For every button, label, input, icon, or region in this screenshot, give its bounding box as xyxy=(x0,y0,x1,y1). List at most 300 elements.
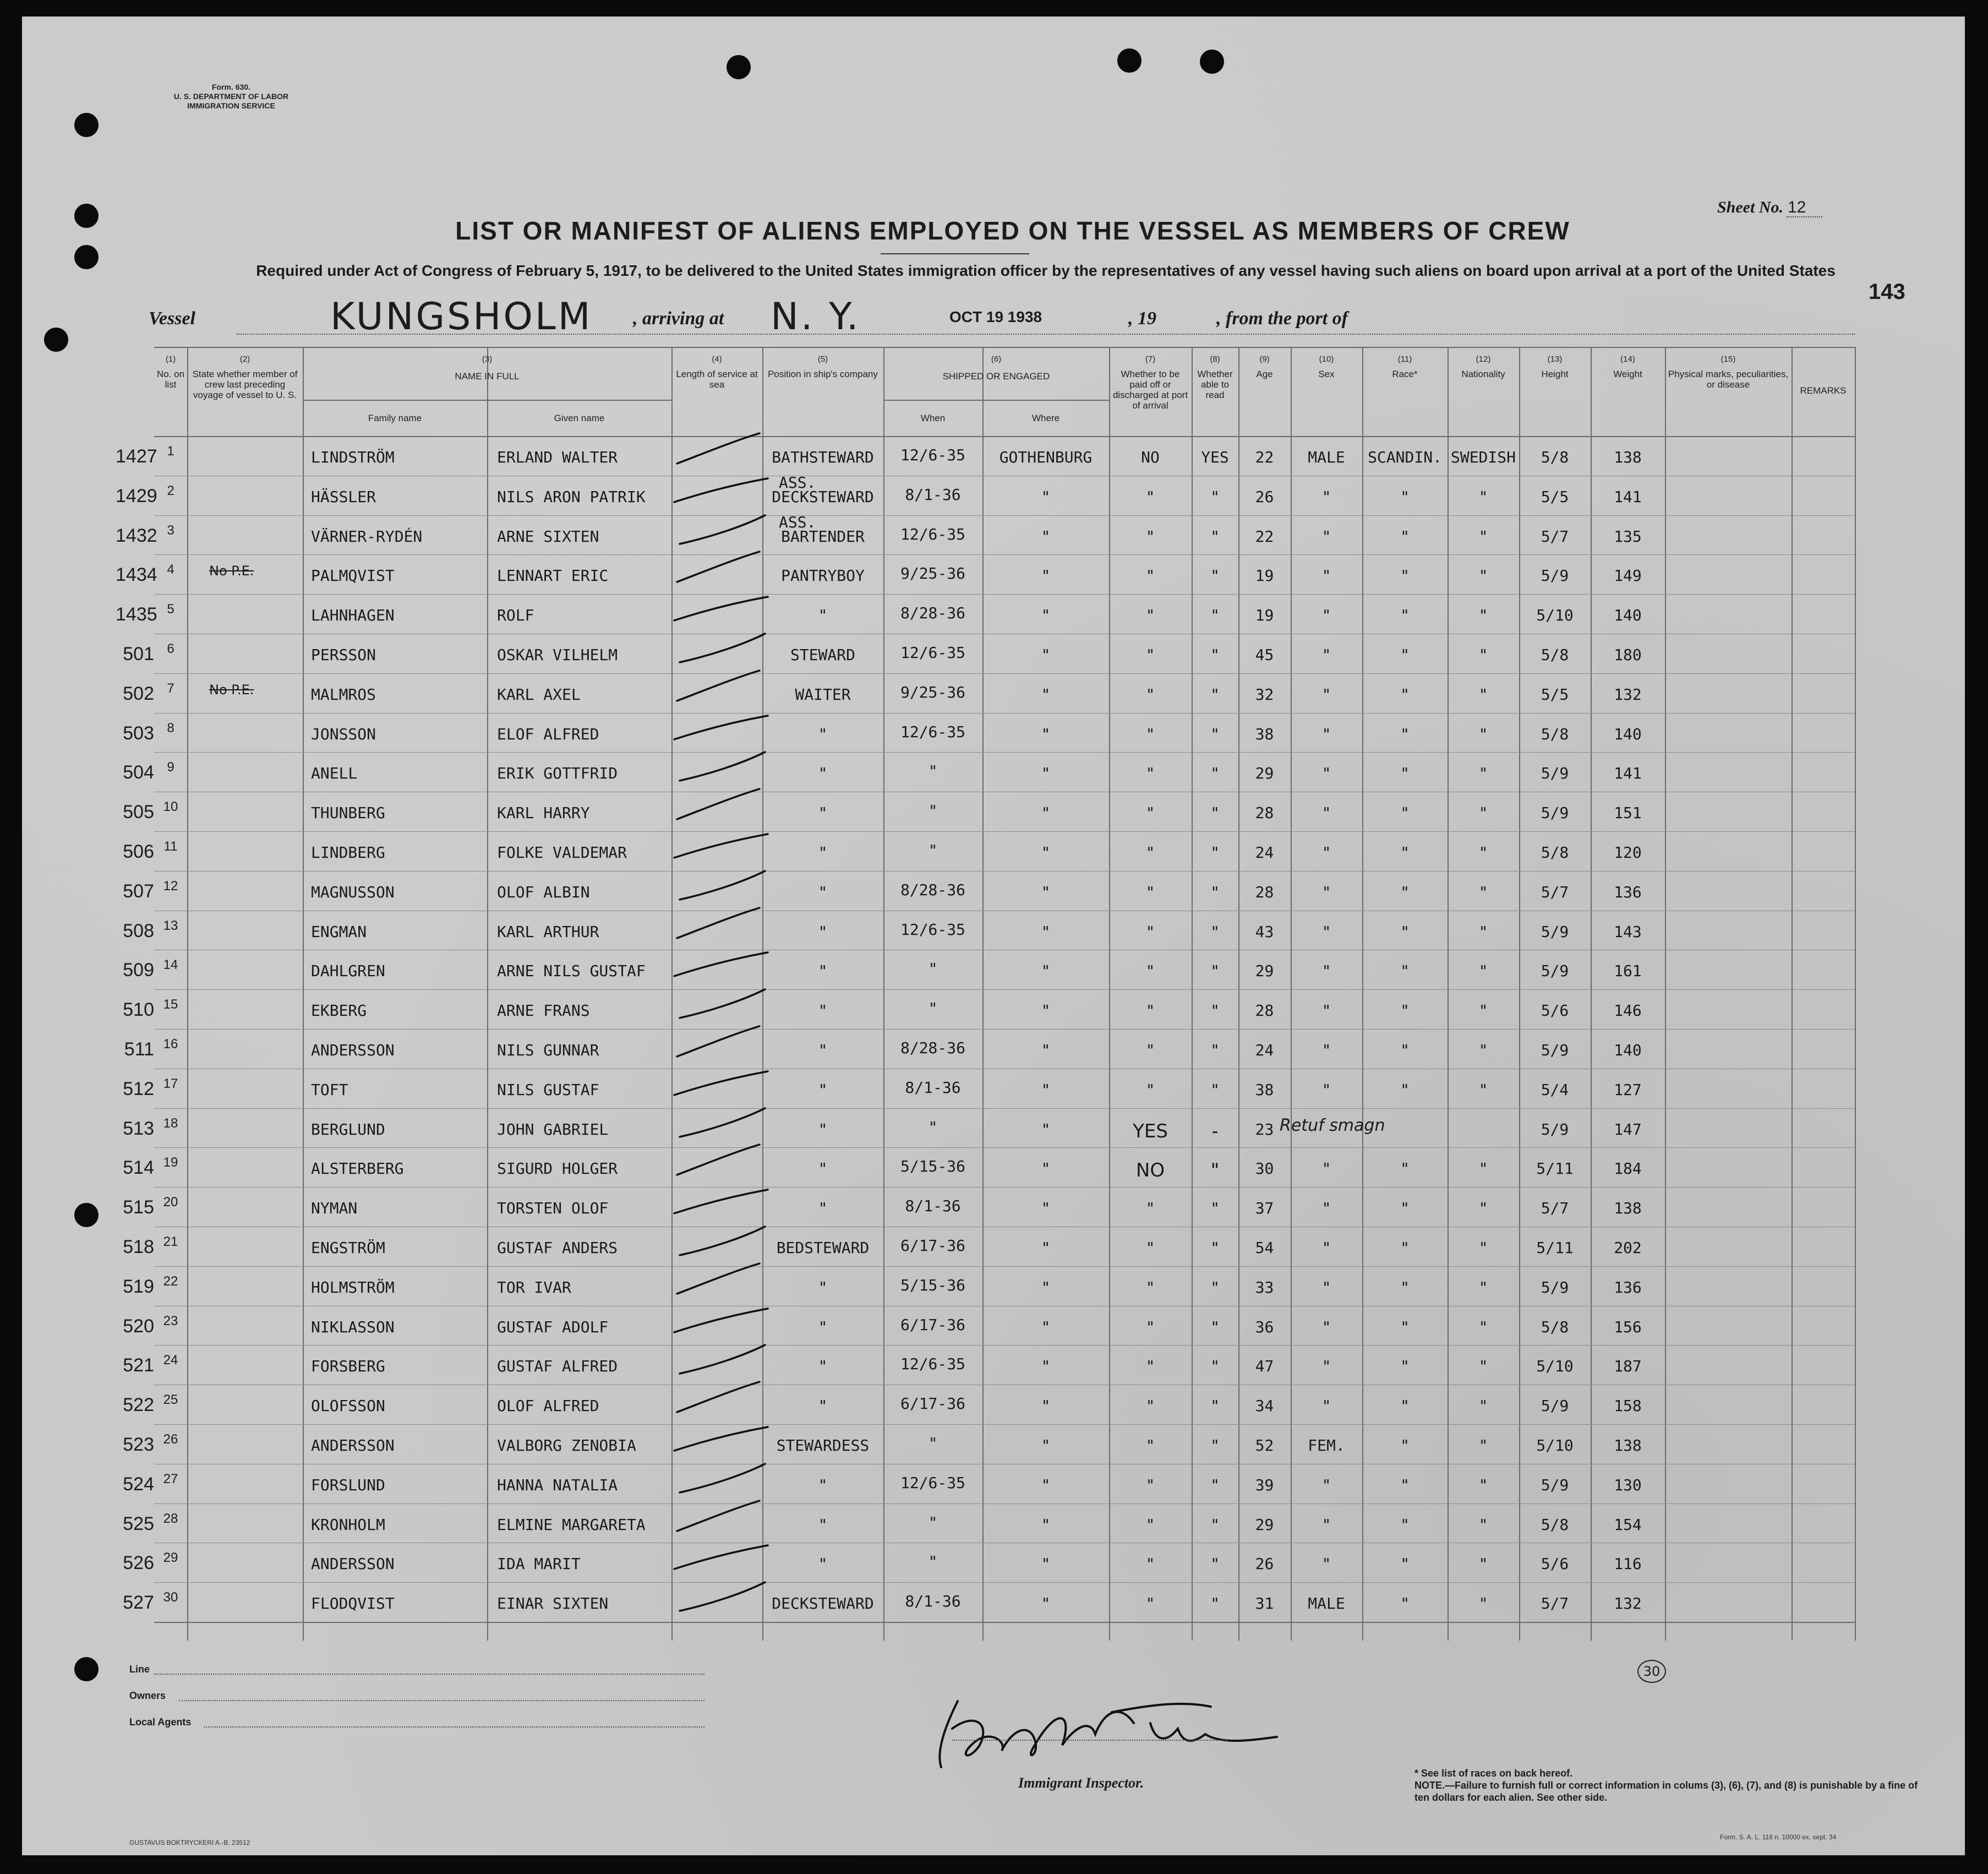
sex: " xyxy=(1321,1239,1331,1257)
position: " xyxy=(818,606,828,625)
page-number: 143 xyxy=(1869,280,1905,304)
weight: 141 xyxy=(1614,487,1642,506)
paid-off: " xyxy=(1145,764,1155,783)
nationality: " xyxy=(1478,843,1488,862)
weight: 140 xyxy=(1614,1041,1642,1059)
ledger-number: 521 xyxy=(123,1355,154,1376)
nationality: " xyxy=(1478,764,1488,783)
row-rule xyxy=(154,989,1855,990)
shipped-when: 8/28-36 xyxy=(900,604,965,623)
nationality: " xyxy=(1478,962,1488,980)
row-rule xyxy=(154,1503,1855,1504)
row-rule xyxy=(154,1424,1855,1425)
nationality: " xyxy=(1478,1357,1488,1376)
sex: " xyxy=(1321,724,1331,743)
shipped-where: " xyxy=(1041,843,1051,862)
sex: " xyxy=(1321,527,1331,546)
shipped-where: " xyxy=(1041,685,1051,704)
column-header-c2: State whether member of crew last preceding voyage of vessel to U. S. xyxy=(192,369,298,400)
shipped-where: " xyxy=(1041,1317,1051,1336)
able-to-read: " xyxy=(1210,962,1220,980)
ledger-number: 505 xyxy=(123,802,154,823)
shipped-where: " xyxy=(1041,804,1051,822)
service-length-mark xyxy=(671,944,806,983)
row-rule xyxy=(154,554,1855,555)
nationality: " xyxy=(1478,1239,1488,1257)
column-rule xyxy=(187,347,188,1641)
paid-off: " xyxy=(1145,1080,1155,1099)
shipped-where: " xyxy=(1041,1357,1051,1376)
family-name: FORSLUND xyxy=(311,1475,385,1494)
nationality: " xyxy=(1478,1397,1488,1415)
able-to-read: " xyxy=(1210,1475,1220,1494)
family-name: ENGMAN xyxy=(311,922,367,941)
service-length-mark xyxy=(671,1300,806,1339)
paid-off: " xyxy=(1145,804,1155,822)
able-to-read: " xyxy=(1210,646,1220,664)
title-divider xyxy=(881,253,1029,254)
race: " xyxy=(1400,1001,1410,1020)
paid-off: " xyxy=(1145,1555,1155,1573)
race: " xyxy=(1400,527,1410,546)
inspector-signature xyxy=(925,1690,1288,1778)
paid-off: " xyxy=(1145,527,1155,546)
shipped-when: " xyxy=(928,1118,938,1136)
able-to-read: " xyxy=(1210,685,1220,704)
family-name: EKBERG xyxy=(311,1001,367,1020)
weight: 154 xyxy=(1614,1515,1642,1534)
age: 45 xyxy=(1255,646,1274,664)
race: " xyxy=(1400,1239,1410,1257)
family-name: FLODQVIST xyxy=(311,1594,395,1613)
shipped-where: " xyxy=(1041,1436,1051,1454)
paid-off: NO xyxy=(1135,1159,1165,1182)
race: " xyxy=(1400,1278,1410,1296)
age: 24 xyxy=(1255,843,1274,862)
service-length-mark xyxy=(671,589,806,627)
able-to-read: " xyxy=(1210,1436,1220,1454)
paid-off: " xyxy=(1145,962,1155,980)
circled-count: 30 xyxy=(1637,1660,1666,1683)
weight: 147 xyxy=(1614,1120,1642,1138)
manifest-table xyxy=(116,347,1855,1641)
list-number: 26 xyxy=(163,1432,178,1447)
given-name: GUSTAF ALFRED xyxy=(497,1357,618,1376)
nationality: " xyxy=(1478,1001,1488,1020)
race: " xyxy=(1400,685,1410,704)
height: 5/9 xyxy=(1541,566,1569,585)
ledger-number: 522 xyxy=(123,1394,154,1416)
shipped-where: " xyxy=(1041,527,1051,546)
race: " xyxy=(1400,1594,1410,1613)
given-name: GUSTAF ADOLF xyxy=(497,1317,609,1336)
column-number-c11: (11) xyxy=(1397,355,1412,364)
family-name: KRONHOLM xyxy=(311,1515,385,1534)
sex: " xyxy=(1321,646,1331,664)
given-name: ERIK GOTTFRID xyxy=(497,764,618,783)
race: SCANDIN. xyxy=(1368,448,1442,466)
family-name: JONSSON xyxy=(311,724,376,743)
sex: FEM. xyxy=(1308,1436,1345,1454)
height: 5/8 xyxy=(1541,1317,1569,1336)
column-number-c5: (5) xyxy=(817,355,828,364)
weight: 138 xyxy=(1614,448,1642,466)
family-name: ANDERSSON xyxy=(311,1436,395,1454)
race: " xyxy=(1400,646,1410,664)
table-bottom-rule xyxy=(154,1622,1855,1623)
weight: 143 xyxy=(1614,922,1642,941)
service-length-mark xyxy=(671,1063,806,1102)
list-number: 1 xyxy=(167,444,174,459)
service-length-mark xyxy=(671,510,806,548)
header-top-rule xyxy=(154,347,1855,348)
ledger-number: 503 xyxy=(123,722,154,744)
sex: " xyxy=(1321,1475,1331,1494)
punch-hole xyxy=(74,1203,99,1227)
given-name: ARNE FRANS xyxy=(497,1001,590,1020)
punch-hole xyxy=(727,55,751,79)
sex: " xyxy=(1321,1001,1331,1020)
paid-off: YES xyxy=(1133,1120,1168,1142)
weight: 136 xyxy=(1614,1278,1642,1296)
race: " xyxy=(1400,606,1410,625)
ledger-number: 508 xyxy=(123,920,154,941)
list-number: 11 xyxy=(163,839,178,854)
sex: Retuf smagn xyxy=(1280,1115,1385,1135)
column-header-c4: Length of service at sea xyxy=(676,369,758,390)
race: " xyxy=(1400,487,1410,506)
list-number: 9 xyxy=(167,760,174,775)
punch-hole xyxy=(74,1657,99,1681)
sex: " xyxy=(1321,566,1331,585)
height: 5/7 xyxy=(1541,527,1569,546)
sex: " xyxy=(1321,1555,1331,1573)
row-rule xyxy=(154,515,1855,516)
punch-hole xyxy=(1117,48,1142,73)
weight: 140 xyxy=(1614,724,1642,743)
weight: 127 xyxy=(1614,1080,1642,1099)
shipped-where: " xyxy=(1041,1278,1051,1296)
family-name: ALSTERBERG xyxy=(311,1159,404,1178)
position: " xyxy=(818,804,828,822)
list-number: 4 xyxy=(167,562,174,578)
shipped-when: 8/1-36 xyxy=(905,1592,961,1611)
given-name: NILS ARON PATRIK xyxy=(497,487,646,506)
nationality: " xyxy=(1478,804,1488,822)
race: " xyxy=(1400,922,1410,941)
shipped-where: " xyxy=(1041,1515,1051,1534)
able-to-read: " xyxy=(1210,1041,1220,1059)
ledger-number: 507 xyxy=(123,880,154,902)
header-bottom-rule xyxy=(154,436,1855,437)
column-header-c10: Sex xyxy=(1318,369,1335,379)
list-number: 7 xyxy=(167,680,174,696)
races-note: * See list of races on back hereof. xyxy=(1414,1768,1573,1779)
shipped-when: " xyxy=(928,802,938,820)
height: 5/8 xyxy=(1541,448,1569,466)
line-rule xyxy=(154,1674,704,1675)
service-length-mark xyxy=(671,1419,806,1457)
height: 5/11 xyxy=(1536,1239,1574,1257)
height: 5/6 xyxy=(1541,1001,1569,1020)
column-header-where: Where xyxy=(1031,413,1060,423)
from-port-label: , from the port of xyxy=(1216,308,1348,329)
position: " xyxy=(818,764,828,783)
shipped-when: " xyxy=(928,1513,938,1532)
sex: " xyxy=(1321,962,1331,980)
nationality: " xyxy=(1478,1199,1488,1218)
given-name: NILS GUNNAR xyxy=(497,1041,599,1059)
position: " xyxy=(818,1120,828,1138)
race: " xyxy=(1400,724,1410,743)
ledger-number: 501 xyxy=(123,644,154,664)
age: 28 xyxy=(1255,882,1274,901)
family-name: ANELL xyxy=(311,764,358,783)
list-number: 18 xyxy=(163,1115,178,1131)
weight: 138 xyxy=(1614,1199,1642,1218)
sex: " xyxy=(1321,1278,1331,1296)
position: " xyxy=(818,1357,828,1376)
sex: " xyxy=(1321,764,1331,783)
height: 5/9 xyxy=(1541,1120,1569,1138)
able-to-read: " xyxy=(1210,724,1220,743)
ledger-number: 523 xyxy=(123,1434,154,1455)
column-rule xyxy=(1665,347,1666,1641)
nationality: " xyxy=(1478,1436,1488,1454)
sex: " xyxy=(1321,606,1331,625)
able-to-read: " xyxy=(1210,1357,1220,1376)
nationality: " xyxy=(1478,487,1488,506)
given-name: IDA MARIT xyxy=(497,1555,581,1573)
given-name: VALBORG ZENOBIA xyxy=(497,1436,636,1454)
list-number: 13 xyxy=(163,918,178,933)
paid-off: NO xyxy=(1141,448,1160,466)
sex: " xyxy=(1321,685,1331,704)
age: 26 xyxy=(1255,1555,1274,1573)
service-length-mark xyxy=(671,1339,806,1378)
position: " xyxy=(818,1278,828,1296)
ledger-number: 519 xyxy=(123,1276,154,1297)
given-name: ROLF xyxy=(497,606,534,625)
shipped-where: " xyxy=(1041,1001,1051,1020)
given-name: EINAR SIXTEN xyxy=(497,1594,609,1613)
able-to-read: " xyxy=(1210,1278,1220,1296)
race: " xyxy=(1400,962,1410,980)
ledger-number: 1429 xyxy=(116,485,157,506)
weight: 161 xyxy=(1614,962,1642,980)
column-header-c14: Weight xyxy=(1613,369,1642,379)
shipped-where: " xyxy=(1041,1397,1051,1415)
row-rule xyxy=(154,594,1855,595)
sex: MALE xyxy=(1308,448,1345,466)
age: 38 xyxy=(1255,1080,1274,1099)
given-name: ARNE SIXTEN xyxy=(497,527,599,546)
form-header xyxy=(149,83,314,111)
list-number: 28 xyxy=(163,1511,178,1526)
age: 29 xyxy=(1255,962,1274,980)
weight: 130 xyxy=(1614,1475,1642,1494)
ledger-number: 510 xyxy=(123,999,154,1021)
service-length-mark xyxy=(671,1023,806,1062)
age: 47 xyxy=(1255,1357,1274,1376)
age: 32 xyxy=(1255,685,1274,704)
given-name: KARL HARRY xyxy=(497,804,590,822)
column-number-c9: (9) xyxy=(1259,355,1270,364)
able-to-read: " xyxy=(1210,1159,1220,1182)
position: PANTRYBOY xyxy=(781,566,865,585)
list-number: 24 xyxy=(163,1353,178,1368)
position-prefix: ASS. xyxy=(779,513,816,531)
given-name: ELOF ALFRED xyxy=(497,724,599,743)
service-length-mark xyxy=(671,1498,806,1537)
list-number: 23 xyxy=(163,1313,178,1328)
paid-off: " xyxy=(1145,1594,1155,1613)
vessel-name: KUNGSHOLM xyxy=(330,295,593,339)
age: 52 xyxy=(1255,1436,1274,1454)
position: " xyxy=(818,1159,828,1178)
height: 5/9 xyxy=(1541,1041,1569,1059)
service-length-mark xyxy=(671,1103,806,1141)
family-name: VÄRNER-RYDÉN xyxy=(311,527,423,546)
family-name: ENGSTRÖM xyxy=(311,1239,385,1257)
paid-off: " xyxy=(1145,1239,1155,1257)
shipped-when: 12/6-35 xyxy=(900,644,965,662)
list-number: 30 xyxy=(163,1590,178,1605)
page-subtitle: Required under Act of Congress of February 5, 1917, to be delivered to the United States immigration officer by the representatives of any vessel having such aliens on board upon arrival at a port of the United States xyxy=(256,262,1836,279)
row-rule xyxy=(154,1582,1855,1583)
race: " xyxy=(1400,1475,1410,1494)
nationality: " xyxy=(1478,1278,1488,1296)
age: 19 xyxy=(1255,566,1274,585)
ledger-number: 512 xyxy=(123,1078,154,1099)
service-length-mark xyxy=(671,865,806,904)
paid-off: " xyxy=(1145,606,1155,625)
age: 36 xyxy=(1255,1317,1274,1336)
nationality: " xyxy=(1478,1041,1488,1059)
paid-off: " xyxy=(1145,1041,1155,1059)
height: 5/9 xyxy=(1541,1475,1569,1494)
ledger-number: 1427 xyxy=(116,446,157,467)
punch-hole xyxy=(74,245,99,269)
column-number-c3: (3) xyxy=(482,355,493,364)
sex: " xyxy=(1321,804,1331,822)
height: 5/7 xyxy=(1541,1594,1569,1613)
service-length-mark xyxy=(671,1142,806,1180)
inspector-label: Immigrant Inspector. xyxy=(1018,1775,1144,1791)
race: " xyxy=(1400,764,1410,783)
shipped-where: " xyxy=(1041,724,1051,743)
race: " xyxy=(1400,1397,1410,1415)
family-name: THUNBERG xyxy=(311,804,385,822)
age: 43 xyxy=(1255,922,1274,941)
shipped-where: " xyxy=(1041,1041,1051,1059)
sex: " xyxy=(1321,843,1331,862)
height: 5/8 xyxy=(1541,1515,1569,1534)
position: " xyxy=(818,1001,828,1020)
shipped-where: " xyxy=(1041,1159,1051,1178)
given-name: FOLKE VALDEMAR xyxy=(497,843,627,862)
column-header-c11: Race* xyxy=(1392,369,1418,379)
paid-off: " xyxy=(1145,922,1155,941)
able-to-read: " xyxy=(1210,1515,1220,1534)
paid-off: " xyxy=(1145,882,1155,901)
column-number-c7: (7) xyxy=(1145,355,1156,364)
service-length-mark xyxy=(671,984,806,1022)
ledger-number: 509 xyxy=(123,960,154,981)
page-title: LIST OR MANIFEST OF ALIENS EMPLOYED ON THE VESSEL AS MEMBERS OF CREW xyxy=(455,216,1570,245)
given-name: OLOF ALFRED xyxy=(497,1397,599,1415)
service-length-mark xyxy=(671,1577,806,1615)
vessel-label: Vessel xyxy=(149,308,195,329)
able-to-read: " xyxy=(1210,1555,1220,1573)
age: 22 xyxy=(1255,448,1274,466)
race: " xyxy=(1400,843,1410,862)
agents-rule xyxy=(204,1726,704,1728)
shipped-when: 12/6-35 xyxy=(900,525,965,543)
service-length-mark xyxy=(671,905,806,944)
service-length-mark xyxy=(671,707,806,746)
family-name: PERSSON xyxy=(311,646,376,664)
sex: " xyxy=(1321,487,1331,506)
local-agents-label: Local Agents xyxy=(129,1717,192,1728)
able-to-read: " xyxy=(1210,922,1220,941)
punch-hole xyxy=(74,204,99,228)
form-number: Form. 630. xyxy=(211,83,251,91)
row-rule xyxy=(154,1266,1855,1267)
shipped-when: " xyxy=(928,762,938,781)
shipped-when: 6/17-36 xyxy=(900,1315,965,1334)
list-number: 14 xyxy=(163,957,178,973)
shipped-when: 5/15-36 xyxy=(900,1157,965,1176)
family-name: PALMQVIST xyxy=(311,566,395,585)
weight: 135 xyxy=(1614,527,1642,546)
nationality: " xyxy=(1478,724,1488,743)
weight: 149 xyxy=(1614,566,1642,585)
ledger-number: 526 xyxy=(123,1552,154,1574)
age: 24 xyxy=(1255,1041,1274,1059)
shipped-when: " xyxy=(928,1552,938,1571)
nationality: " xyxy=(1478,606,1488,625)
list-number: 8 xyxy=(167,720,174,736)
list-number: 20 xyxy=(163,1195,178,1210)
shipped-when: 12/6-35 xyxy=(900,1473,965,1492)
shipped-where: " xyxy=(1041,1239,1051,1257)
column-number-c10: (10) xyxy=(1319,355,1334,364)
given-name: KARL ARTHUR xyxy=(497,922,599,941)
age: 37 xyxy=(1255,1199,1274,1218)
family-name: ANDERSSON xyxy=(311,1041,395,1059)
service-length-mark xyxy=(671,826,806,864)
list-number: 17 xyxy=(163,1076,178,1091)
race: " xyxy=(1400,1436,1410,1454)
given-name: TOR IVAR xyxy=(497,1278,571,1296)
shipped-when: 12/6-35 xyxy=(900,920,965,939)
column-number-c14: (14) xyxy=(1620,355,1635,364)
height: 5/7 xyxy=(1541,1199,1569,1218)
able-to-read: " xyxy=(1210,843,1220,862)
given-name: GUSTAF ANDERS xyxy=(497,1239,618,1257)
ledger-number: 524 xyxy=(123,1473,154,1495)
footnote xyxy=(1414,1767,1921,1804)
nationality: " xyxy=(1478,882,1488,901)
height: 5/8 xyxy=(1541,724,1569,743)
able-to-read: " xyxy=(1210,1317,1220,1336)
penalty-note: NOTE.—Failure to furnish full or correct information in colums (3), (6), (7), and (8) is punishable by a fine of ten dollars for each alien. See other side. xyxy=(1414,1780,1918,1803)
family-name: NYMAN xyxy=(311,1199,358,1218)
sheet-number-value: 12 xyxy=(1787,198,1822,217)
able-to-read: " xyxy=(1210,764,1220,783)
position: " xyxy=(818,1080,828,1099)
